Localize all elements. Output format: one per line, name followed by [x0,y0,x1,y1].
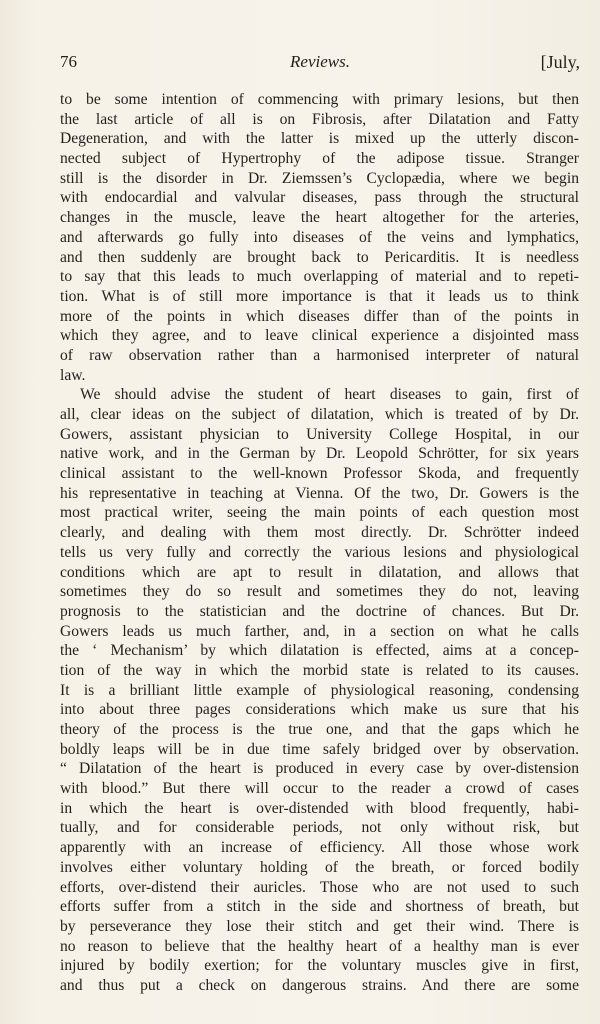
text-line: with endocardial and valvular diseases, pass through the structural [60,189,579,207]
text-line: tion. What is of still more importance is that it leads us to think [60,287,579,305]
text-line: tion of the way in which the morbid state is related to its causes. [60,661,579,679]
text-line: Gowers, assistant physician to University College Hospital, in our [60,425,579,443]
text-line: tells us very fully and correctly the various lesions and physiological [60,543,579,561]
text-line: which they agree, and to leave clinical experience a disjointed mass [60,327,579,345]
paragraph-start-line: We should advise the student of heart diseases to gain, first of [80,386,579,404]
text-line: with blood.” But there will occur to the reader a crowd of cases [60,780,579,798]
text-line: efforts, over-distend their auricles. Those who are not used to such [60,878,579,896]
text-line: more of the points in which diseases differ than of the points in [60,307,579,325]
text-line: “ Dilatation of the heart is produced in every case by over-distension [60,760,579,778]
text-line: by perseverance they lose their stitch and get their wind. There is [60,917,579,935]
text-line: Gowers leads us much farther, and, in a section on what he calls [60,622,579,640]
text-line: clinical assistant to the well-known Professor Skoda, and frequently [60,465,579,483]
text-line: to say that this leads to much overlapping of material and to repeti- [60,268,579,286]
text-line: still is the disorder in Dr. Ziemssen’s Cyclopædia, where we begin [60,169,579,187]
text-line: to be some intention of commencing with primary lesions, but then [60,91,579,108]
text-line: and then suddenly are brought back to Pericarditis. It is needless [60,248,579,266]
text-line: no reason to believe that the healthy heart of a healthy man is ever [60,937,579,955]
text-line: Degeneration, and with the latter is mixed up the utterly discon- [60,130,579,148]
text-line: tually, and for considerable periods, not only without risk, but [60,819,579,837]
text-line: changes in the muscle, leave the heart altogether for the arteries, [60,209,579,227]
text-line: native work, and in the German by Dr. Leopold Schrötter, for six years [60,445,579,463]
page-number: 76 [60,52,77,71]
text-line: involves either voluntary holding of the breath, or forced bodily [60,858,579,876]
text-line: and thus put a check on dangerous strains. And there are some [60,976,579,994]
text-line: in which the heart is over-distended with blood frequently, habi- [60,799,579,817]
text-line: It is a brilliant little example of physiological reasoning, condensing [60,681,579,699]
text-line: boldly leaps will be in due time safely bridged over by observation. [60,740,579,758]
body-text [60,90,579,996]
text-line: the ‘ Mechanism’ by which dilatation is effected, aims at a concep- [60,642,579,660]
text-line: sometimes they do so result and sometimes they do not, leaving [60,583,579,601]
text-line: and afterwards go fully into diseases of the veins and lymphatics, [60,228,579,246]
text-line: prognosis to the statistician and the doctrine of chances. But Dr. [60,602,579,620]
text-line: the last article of all is on Fibrosis, after Dilatation and Fatty [60,110,579,128]
text-line: conditions which are apt to result in dilatation, and allows that [60,563,579,581]
text-line: injured by bodily exertion; for the voluntary muscles give in first, [60,957,579,975]
text-line: theory of the process is the true one, and that the gaps which he [60,721,579,738]
text-line: all, clear ideas on the subject of dilatation, which is treated of by Dr. [60,406,579,423]
text-line: efforts suffer from a stitch in the side and shortness of breath, but [60,898,579,916]
issue-date-mark: [July, [540,52,580,72]
paragraph-end-line: law. [60,366,86,384]
text-line: of raw observation rather than a harmonised interpreter of natural [60,346,579,364]
text-line: nected subject of Hypertrophy of the adipose tissue. Stranger [60,150,579,168]
text-line: most practical writer, seeing the main points of each question most [60,504,579,522]
text-line: clearly, and dealing with them most directly. Dr. Schrötter indeed [60,524,579,542]
running-title: Reviews. [290,52,350,71]
text-line: his representative in teaching at Vienna. Of the two, Dr. Gowers is the [60,484,579,502]
text-line: apparently with an increase of efficiency. All those whose work [60,839,579,857]
page-header [60,52,580,76]
text-line: into about three pages considerations which make us sure that his [60,701,579,719]
